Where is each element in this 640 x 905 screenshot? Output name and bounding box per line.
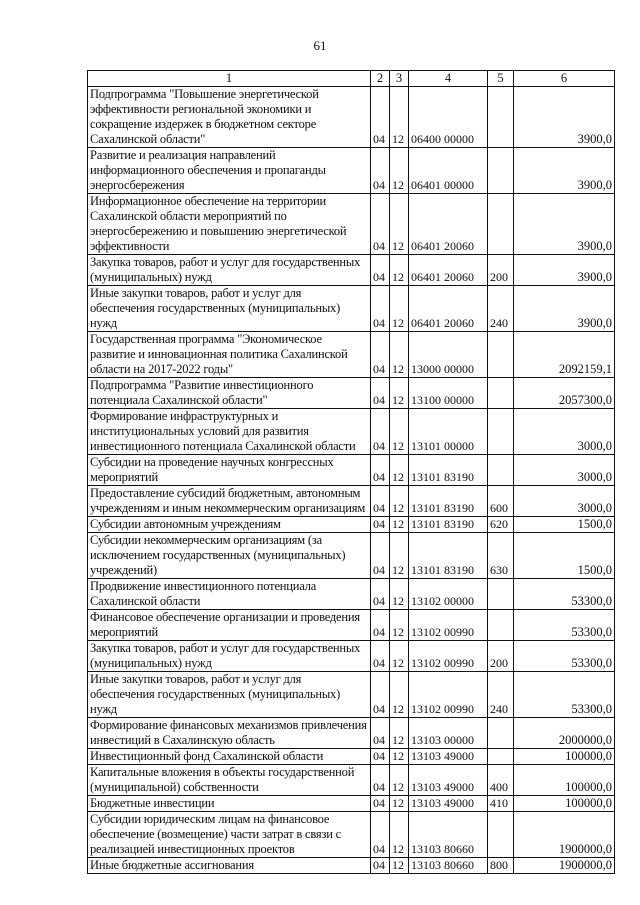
page-number: 61: [313, 38, 327, 53]
table-row: [88, 718, 615, 749]
cell-section: 04: [371, 517, 390, 533]
cell-target-article: 13101 83190: [409, 455, 488, 486]
cell-target-article: 13102 00990: [409, 610, 488, 641]
cell-section: 04: [371, 610, 390, 641]
cell-section: 04: [371, 579, 390, 610]
cell-amount: 100000,0: [514, 765, 615, 796]
cell-expense-type: 800: [488, 858, 514, 874]
cell-expense-type: [488, 87, 514, 148]
cell-name: Субсидии на проведение научных конгрессных мероприятий: [88, 455, 371, 486]
cell-expense-type: 240: [488, 672, 514, 718]
cell-section: 04: [371, 409, 390, 455]
cell-name: Подпрограмма "Повышение энергетической эффективности региональной экономики и сокращение издержек в бюджетном секторе Сахалинской области": [88, 87, 371, 148]
cell-amount: 1900000,0: [514, 812, 615, 858]
table-row: [88, 749, 615, 765]
table-row: [88, 641, 615, 672]
cell-subsection: 12: [390, 765, 409, 796]
cell-section: 04: [371, 796, 390, 812]
cell-expense-type: 200: [488, 641, 514, 672]
cell-name: Государственная программа "Экономическое развитие и инновационная политика Сахалинской области на 2017-2022 годы": [88, 332, 371, 378]
cell-subsection: 12: [390, 579, 409, 610]
cell-target-article: 13103 49000: [409, 796, 488, 812]
cell-section: 04: [371, 749, 390, 765]
table-row: [88, 194, 615, 255]
cell-expense-type: 630: [488, 533, 514, 579]
cell-expense-type: [488, 579, 514, 610]
table-row: [88, 286, 615, 332]
cell-amount: 53300,0: [514, 641, 615, 672]
cell-name: Иные закупки товаров, работ и услуг для обеспечения государственных (муниципальных) нужд: [88, 286, 371, 332]
cell-section: 04: [371, 148, 390, 194]
cell-subsection: 12: [390, 486, 409, 517]
column-header-subsection: 3: [390, 71, 409, 87]
cell-name: Информационное обеспечение на территории Сахалинской области мероприятий по энергосбережению и повышению энергетической эффективности: [88, 194, 371, 255]
column-header-section: 2: [371, 71, 390, 87]
cell-target-article: 06401 20060: [409, 286, 488, 332]
cell-subsection: 12: [390, 812, 409, 858]
cell-subsection: 12: [390, 378, 409, 409]
cell-expense-type: [488, 455, 514, 486]
cell-section: 04: [371, 455, 390, 486]
cell-subsection: 12: [390, 194, 409, 255]
cell-amount: 1500,0: [514, 533, 615, 579]
cell-name: Субсидии некоммерческим организациям (за исключением государственных (муниципальных) учреждений): [88, 533, 371, 579]
cell-target-article: 13102 00990: [409, 641, 488, 672]
table-row: [88, 858, 615, 874]
cell-amount: 53300,0: [514, 579, 615, 610]
column-header-expense-type: 5: [488, 71, 514, 87]
cell-section: 04: [371, 812, 390, 858]
table-row: [88, 812, 615, 858]
cell-expense-type: 620: [488, 517, 514, 533]
cell-section: 04: [371, 87, 390, 148]
cell-amount: 53300,0: [514, 610, 615, 641]
column-header-target-article: 4: [409, 71, 488, 87]
cell-amount: 53300,0: [514, 672, 615, 718]
cell-name: Формирование инфраструктурных и институциональных условий для развития инвестиционного потенциала Сахалинской области: [88, 409, 371, 455]
cell-target-article: 13000 00000: [409, 332, 488, 378]
cell-amount: 100000,0: [514, 749, 615, 765]
cell-subsection: 12: [390, 517, 409, 533]
table-row: [88, 533, 615, 579]
cell-amount: 1900000,0: [514, 858, 615, 874]
cell-target-article: 06401 20060: [409, 194, 488, 255]
table-row: [88, 486, 615, 517]
cell-section: 04: [371, 765, 390, 796]
cell-expense-type: [488, 749, 514, 765]
cell-amount: 1500,0: [514, 517, 615, 533]
cell-amount: 2057300,0: [514, 378, 615, 409]
column-header-name: 1: [88, 71, 371, 87]
table-body: [88, 87, 615, 874]
cell-target-article: 13103 49000: [409, 765, 488, 796]
cell-expense-type: [488, 378, 514, 409]
cell-subsection: 12: [390, 749, 409, 765]
cell-amount: 3000,0: [514, 409, 615, 455]
cell-target-article: 13103 80660: [409, 812, 488, 858]
cell-expense-type: [488, 332, 514, 378]
cell-amount: 3900,0: [514, 148, 615, 194]
cell-name: Закупка товаров, работ и услуг для государственных (муниципальных) нужд: [88, 641, 371, 672]
cell-section: 04: [371, 255, 390, 286]
cell-section: 04: [371, 332, 390, 378]
cell-expense-type: 600: [488, 486, 514, 517]
table-row: [88, 765, 615, 796]
cell-target-article: 06401 20060: [409, 255, 488, 286]
table-row: [88, 87, 615, 148]
cell-subsection: 12: [390, 255, 409, 286]
cell-section: 04: [371, 533, 390, 579]
cell-amount: 3900,0: [514, 87, 615, 148]
cell-target-article: 13101 83190: [409, 533, 488, 579]
cell-expense-type: [488, 148, 514, 194]
table-row: [88, 255, 615, 286]
cell-section: 04: [371, 194, 390, 255]
cell-section: 04: [371, 641, 390, 672]
cell-subsection: 12: [390, 286, 409, 332]
cell-expense-type: [488, 812, 514, 858]
cell-section: 04: [371, 672, 390, 718]
cell-expense-type: [488, 610, 514, 641]
cell-target-article: 13102 00990: [409, 672, 488, 718]
cell-target-article: 06400 00000: [409, 87, 488, 148]
cell-name: Подпрограмма "Развитие инвестиционного потенциала Сахалинской области": [88, 378, 371, 409]
cell-target-article: 13103 00000: [409, 718, 488, 749]
cell-subsection: 12: [390, 641, 409, 672]
cell-target-article: 13101 00000: [409, 409, 488, 455]
cell-amount: 2000000,0: [514, 718, 615, 749]
cell-name: Субсидии юридическим лицам на финансовое обеспечение (возмещение) части затрат в связи с реализацией инвестиционных проектов: [88, 812, 371, 858]
cell-section: 04: [371, 286, 390, 332]
cell-subsection: 12: [390, 533, 409, 579]
cell-amount: 3900,0: [514, 286, 615, 332]
cell-amount: 3000,0: [514, 486, 615, 517]
table-row: [88, 455, 615, 486]
table-row: [88, 148, 615, 194]
cell-name: Предоставление субсидий бюджетным, автономным учреждениям и иным некоммерческим организациям: [88, 486, 371, 517]
cell-name: Продвижение инвестиционного потенциала Сахалинской области: [88, 579, 371, 610]
cell-target-article: 13103 80660: [409, 858, 488, 874]
cell-subsection: 12: [390, 610, 409, 641]
cell-subsection: 12: [390, 332, 409, 378]
table-row: [88, 378, 615, 409]
cell-target-article: 13102 00000: [409, 579, 488, 610]
cell-subsection: 12: [390, 672, 409, 718]
table-row: [88, 332, 615, 378]
cell-expense-type: 200: [488, 255, 514, 286]
cell-section: 04: [371, 858, 390, 874]
cell-target-article: 13100 00000: [409, 378, 488, 409]
cell-name: Формирование финансовых механизмов привлечения инвестиций в Сахалинскую область: [88, 718, 371, 749]
cell-subsection: 12: [390, 455, 409, 486]
cell-amount: 3900,0: [514, 194, 615, 255]
cell-amount: 2092159,1: [514, 332, 615, 378]
table-row: [88, 579, 615, 610]
table-row: [88, 672, 615, 718]
cell-subsection: 12: [390, 796, 409, 812]
cell-subsection: 12: [390, 718, 409, 749]
table-row: [88, 409, 615, 455]
cell-name: Финансовое обеспечение организации и проведения мероприятий: [88, 610, 371, 641]
cell-amount: 100000,0: [514, 796, 615, 812]
table-header-row: [88, 71, 615, 87]
budget-table: [87, 70, 615, 874]
cell-name: Бюджетные инвестиции: [88, 796, 371, 812]
cell-name: Капитальные вложения в объекты государственной (муниципальной) собственности: [88, 765, 371, 796]
cell-name: Иные бюджетные ассигнования: [88, 858, 371, 874]
cell-section: 04: [371, 378, 390, 409]
table-row: [88, 796, 615, 812]
cell-section: 04: [371, 718, 390, 749]
cell-expense-type: 400: [488, 765, 514, 796]
cell-name: Субсидии автономным учреждениям: [88, 517, 371, 533]
cell-section: 04: [371, 486, 390, 517]
cell-expense-type: [488, 718, 514, 749]
cell-name: Развитие и реализация направлений информационного обеспечения и пропаганды энергосбережения: [88, 148, 371, 194]
cell-target-article: 13101 83190: [409, 517, 488, 533]
cell-expense-type: [488, 409, 514, 455]
cell-target-article: 06401 00000: [409, 148, 488, 194]
cell-subsection: 12: [390, 87, 409, 148]
table-row: [88, 610, 615, 641]
cell-subsection: 12: [390, 148, 409, 194]
cell-target-article: 13101 83190: [409, 486, 488, 517]
cell-expense-type: 410: [488, 796, 514, 812]
cell-subsection: 12: [390, 858, 409, 874]
column-header-amount: 6: [514, 71, 615, 87]
cell-name: Инвестиционный фонд Сахалинской области: [88, 749, 371, 765]
cell-amount: 3000,0: [514, 455, 615, 486]
cell-expense-type: [488, 194, 514, 255]
cell-name: Закупка товаров, работ и услуг для государственных (муниципальных) нужд: [88, 255, 371, 286]
cell-expense-type: 240: [488, 286, 514, 332]
cell-amount: 3900,0: [514, 255, 615, 286]
cell-subsection: 12: [390, 409, 409, 455]
cell-name: Иные закупки товаров, работ и услуг для обеспечения государственных (муниципальных) нужд: [88, 672, 371, 718]
cell-target-article: 13103 49000: [409, 749, 488, 765]
table-row: [88, 517, 615, 533]
